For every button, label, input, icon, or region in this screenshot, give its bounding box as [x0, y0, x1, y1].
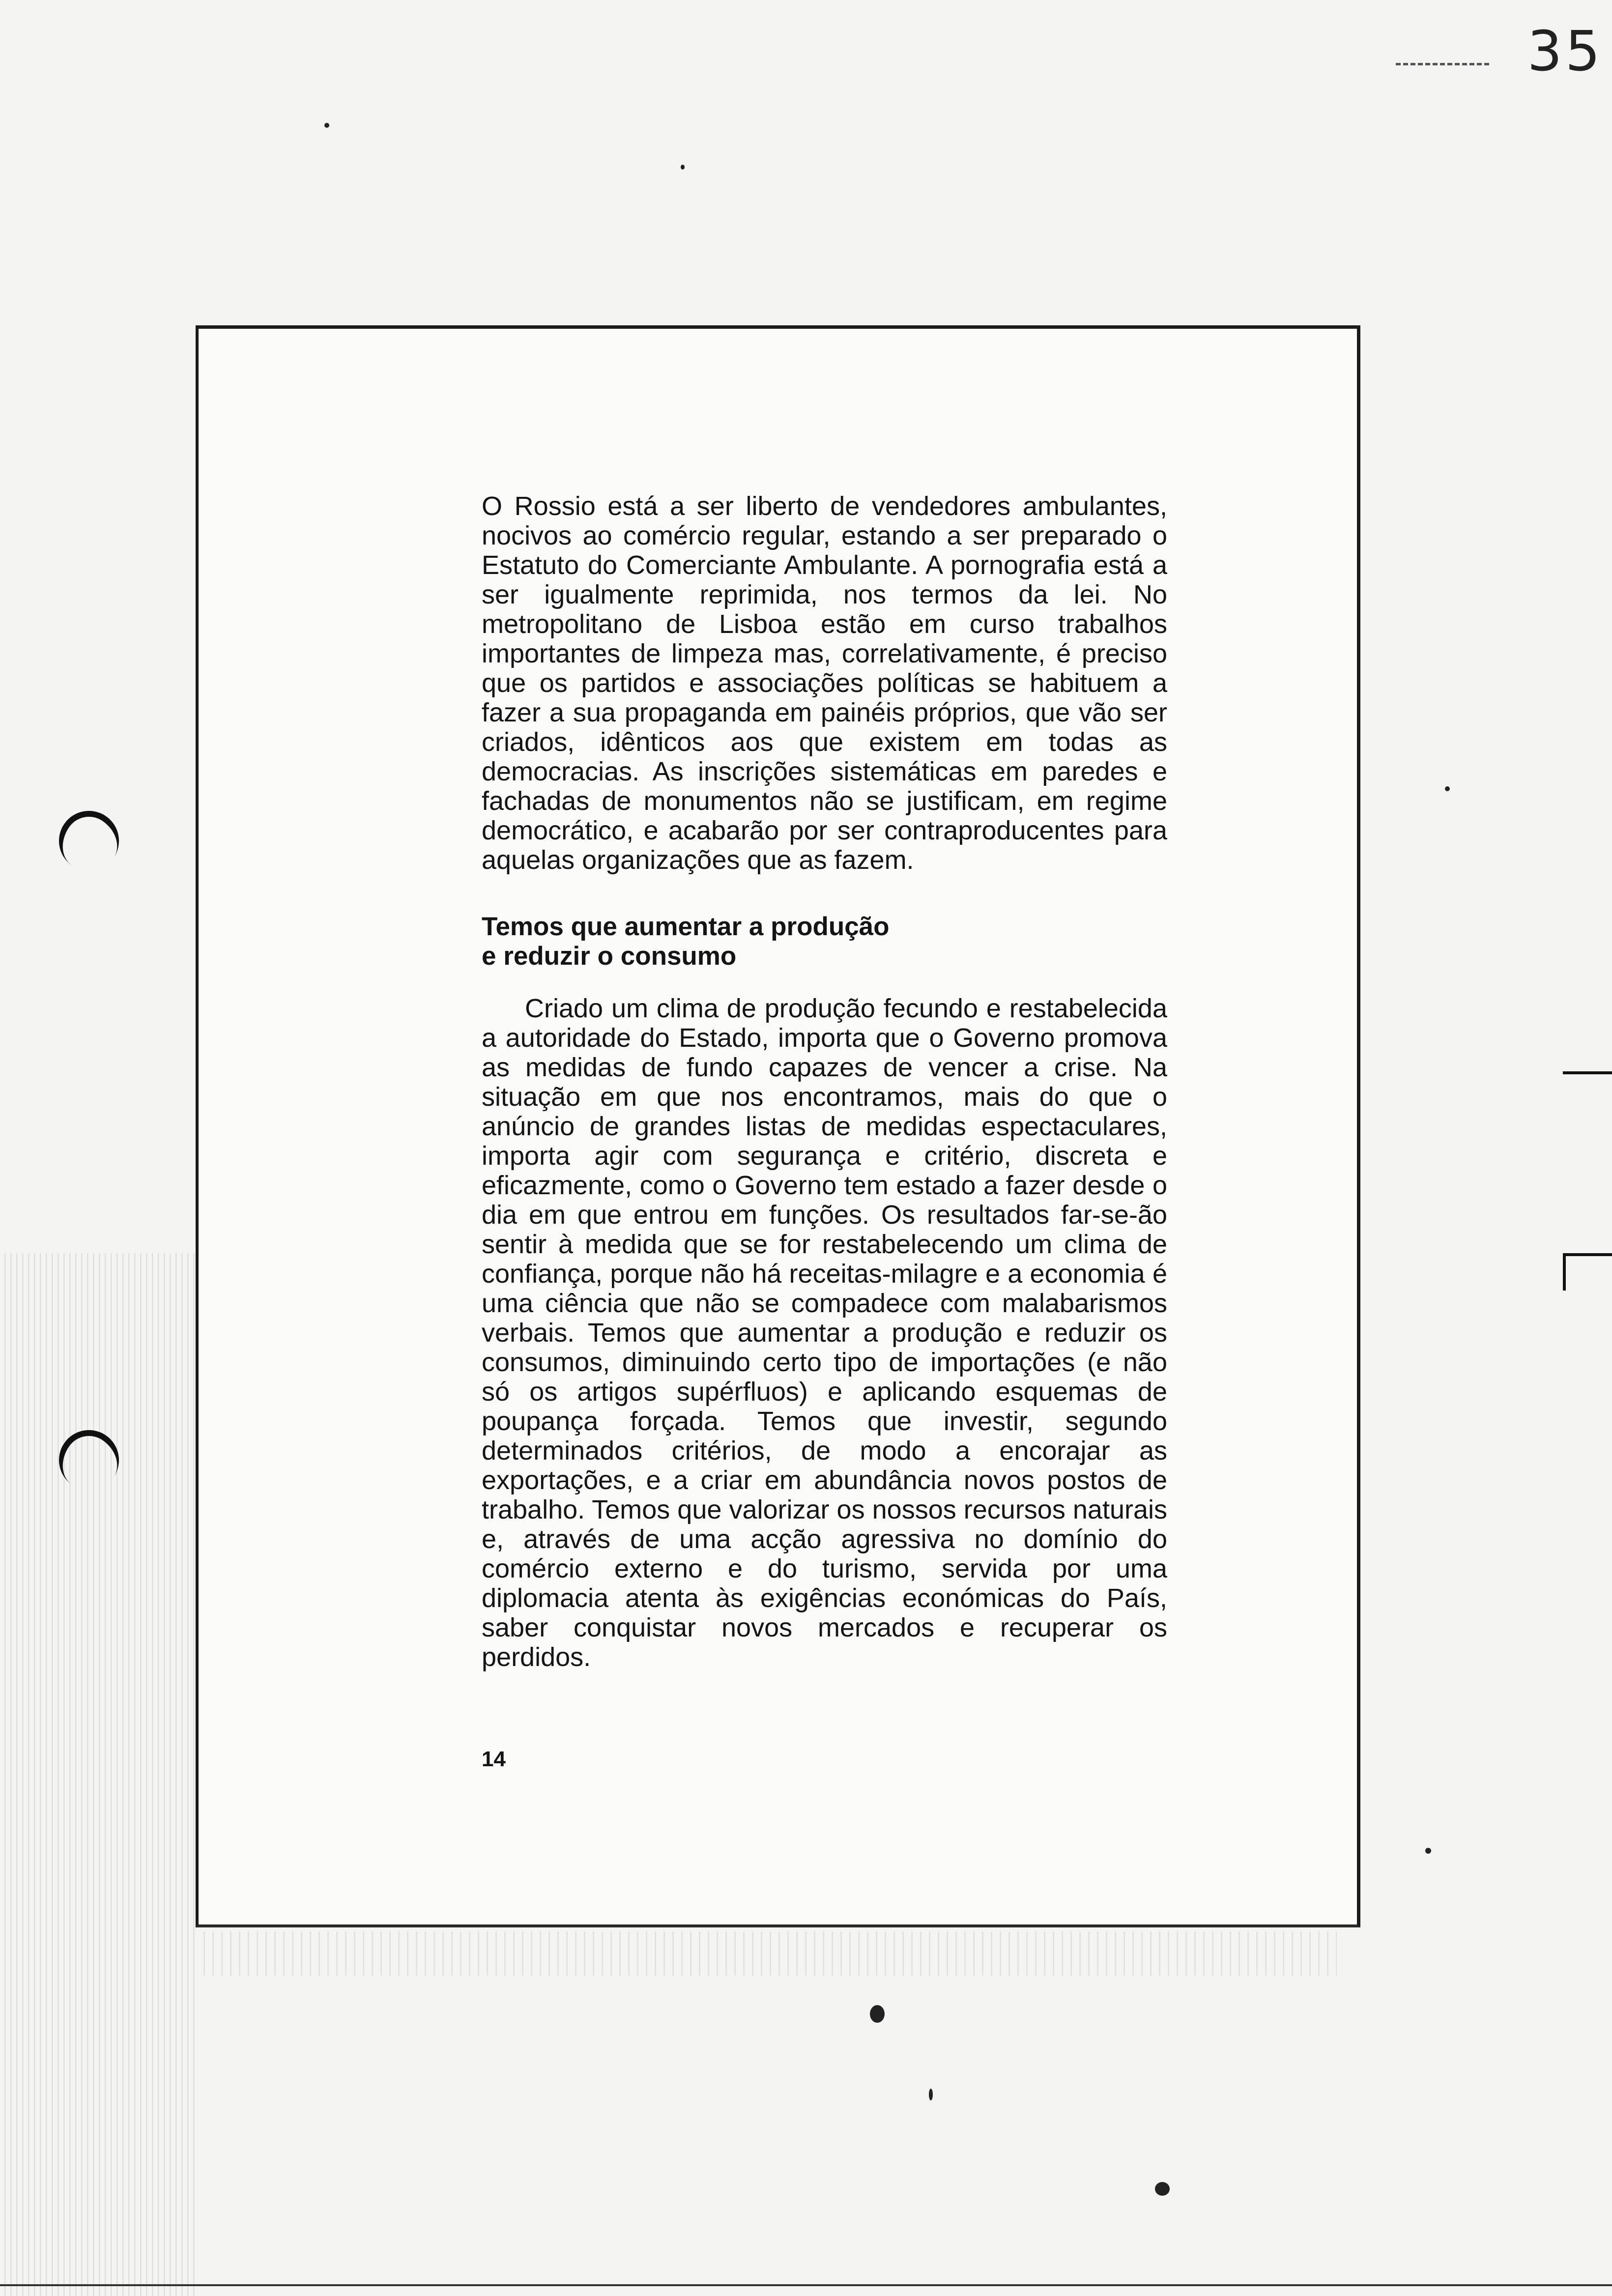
dust-speck: [1155, 2182, 1170, 2196]
dust-speck: [929, 2089, 933, 2100]
dust-speck: [324, 123, 329, 128]
page-number: 14: [482, 1747, 506, 1771]
archive-dash-mark: [1396, 63, 1489, 65]
section-heading-line-2: e reduzir o consumo: [482, 942, 737, 971]
archive-page-number: 35: [1527, 20, 1603, 84]
dust-speck: [1425, 1848, 1431, 1854]
dust-speck: [870, 2005, 885, 2023]
scan-noise-left-edge: [0, 1253, 197, 2296]
paragraph-rossio: O Rossio está a ser liberto de vendedores ambulantes, nocivos ao comércio regular, estando a ser preparado o Estatuto do Comerciante Ambulante. A pornografia está a ser igualmente reprimida, nos termos da lei. No metropolitano de Lisboa estão em curso trabalhos importantes de limpeza mas, correlativamente, é preciso que os partidos e associações políticas se habituem a fazer a sua propaganda em painéis próprios, que vão ser criados, idênticos aos que existem em todas as democracias. As inscrições sistemáticas em paredes e fachadas de monumentos não se justificam, em regime democrático, e acabarão por ser contraproducentes para aquelas organizações que as fazem.: [482, 491, 1167, 875]
clip-mark: [1563, 1071, 1612, 1079]
document-body: [482, 491, 1167, 1672]
scan-bottom-rule: [0, 2284, 1612, 2286]
paragraph-production: Criado um clima de produção fecundo e restabelecida a autoridade do Estado, importa que o Governo promova as medidas de fundo capazes de vencer a crise. Na situação em que nos encontramos, mais do que o anúncio de grandes listas de medidas espectaculares, importa agir com segurança e critério, discreta e eficazmente, como o Governo tem estado a fazer desde o dia em que entrou em funções. Os resultados far-se-ão sentir à medida que se for restabelecendo um clima de confiança, porque não há receitas-milagre e a economia é uma ciência que não se compadece com malabarismos verbais. Temos que aumentar a produção e reduzir os consumos, diminuindo certo tipo de importações (e não só os artigos supérfluos) e aplicando esquemas de poupança forçada. Temos que investir, segundo determinados critérios, de modo a encorajar as exportações, e a criar em abundância novos postos de trabalho. Temos que valorizar os nossos recursos naturais e, através de uma acção agressiva no domínio do comércio externo e do turismo, servida por uma diplomacia atenta às exigências económicas do País, saber conquistar novos mercados e recuperar os perdidos.: [482, 994, 1167, 1672]
dust-speck: [681, 165, 685, 170]
binder-hole-mark: [47, 799, 131, 883]
scan-noise-bottom-edge: [197, 1931, 1337, 1976]
section-heading-line-1: Temos que aumentar a produção: [482, 912, 890, 941]
section-heading: [482, 912, 1167, 971]
dust-speck: [1445, 786, 1450, 791]
clip-mark: [1563, 1253, 1612, 1291]
